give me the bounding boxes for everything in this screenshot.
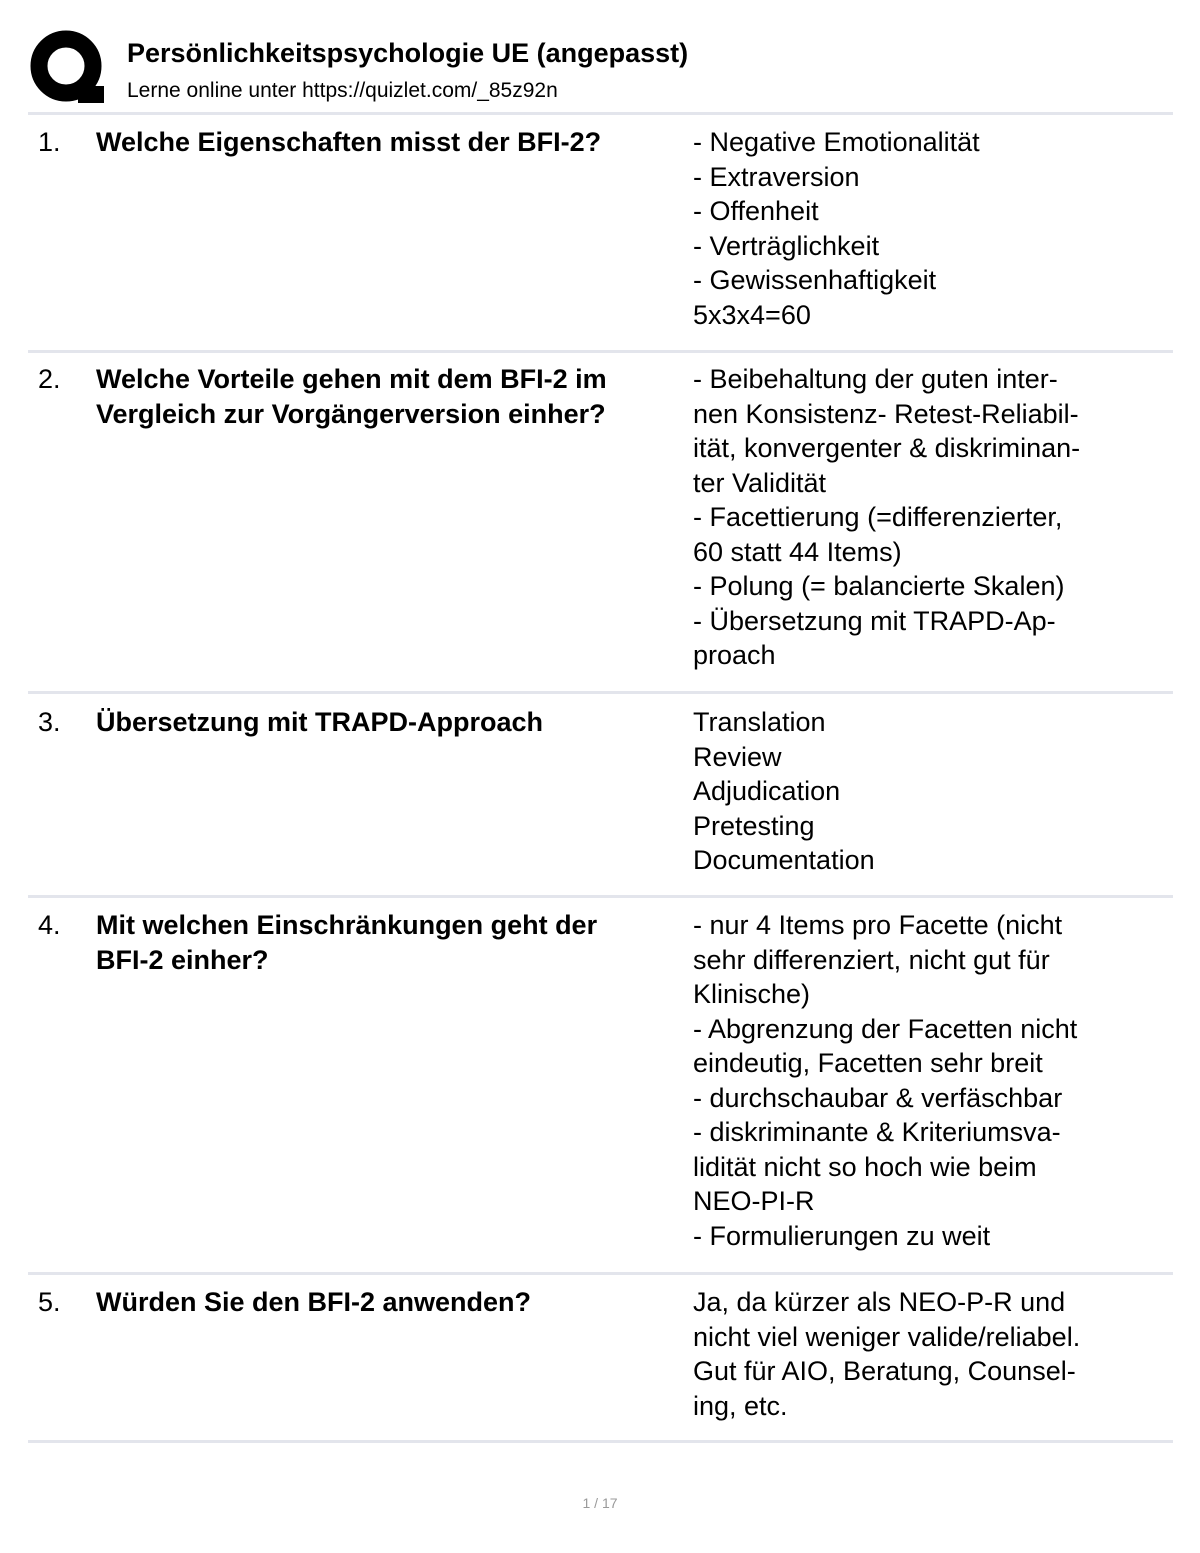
card-question: Würden Sie den BFI-2 anwenden? [96, 1287, 532, 1317]
card-number: 5. [38, 1287, 61, 1317]
divider [28, 350, 1173, 353]
quizlet-logo-icon [30, 30, 108, 108]
divider [28, 895, 1173, 898]
page-indicator: 1 / 17 [582, 1495, 618, 1511]
card-answer: Translation Review Adjudication Pretesting Documentation [693, 707, 875, 875]
card-number: 2. [38, 364, 61, 394]
page-header [30, 30, 1172, 108]
card-answer: - Negative Emotionalität - Extraversion - Offenheit - Verträglichkeit - Gewissenhaftigkeit 5x3x4=60 [693, 127, 980, 330]
card-number: 1. [38, 127, 61, 157]
card-answer: Ja, da kürzer als NEO-P-R und nicht viel weniger valide/reliabel. Gut für AIO, Beratung, Counsel- ing, etc. [693, 1287, 1081, 1421]
card-question: Übersetzung mit TRAPD-Approach [96, 707, 544, 737]
document-title: Persönlichkeitspsychologie UE (angepasst) [127, 38, 689, 68]
divider [28, 1272, 1173, 1275]
card-number: 3. [38, 707, 61, 737]
card-question: Welche Eigenschaften misst der BFI-2? [96, 127, 602, 157]
card-answer: - nur 4 Items pro Facette (nicht sehr differenziert, nicht gut für Klinische) - Abgrenzung der Facetten nicht eindeutig, Facetten sehr breit - durchschaubar & verfäschbar - diskriminante & Kriteriumsva- lidität nicht so hoch wie beim NEO-PI-R - Formulierungen zu weit [693, 910, 1078, 1251]
study-online-link[interactable]: Lerne online unter https://quizlet.com/_85z92n [127, 79, 558, 102]
divider [28, 112, 1173, 115]
card-number: 4. [38, 910, 61, 940]
card-question: Welche Vorteile gehen mit dem BFI-2 im Vergleich zur Vorgängerversion einher? [96, 364, 607, 429]
card-question: Mit welchen Einschränkungen geht der BFI-2 einher? [96, 910, 598, 975]
card-answer: - Beibehaltung der guten inter- nen Konsistenz- Retest-Reliabil- ität, konvergenter & diskriminan- ter Validität - Facettierung (=differenzierter, 60 statt 44 Items) - Polung (= balancierte Skalen) - Übersetzung mit TRAPD-Ap- proach [693, 364, 1081, 670]
divider [28, 1440, 1173, 1443]
divider [28, 691, 1173, 694]
